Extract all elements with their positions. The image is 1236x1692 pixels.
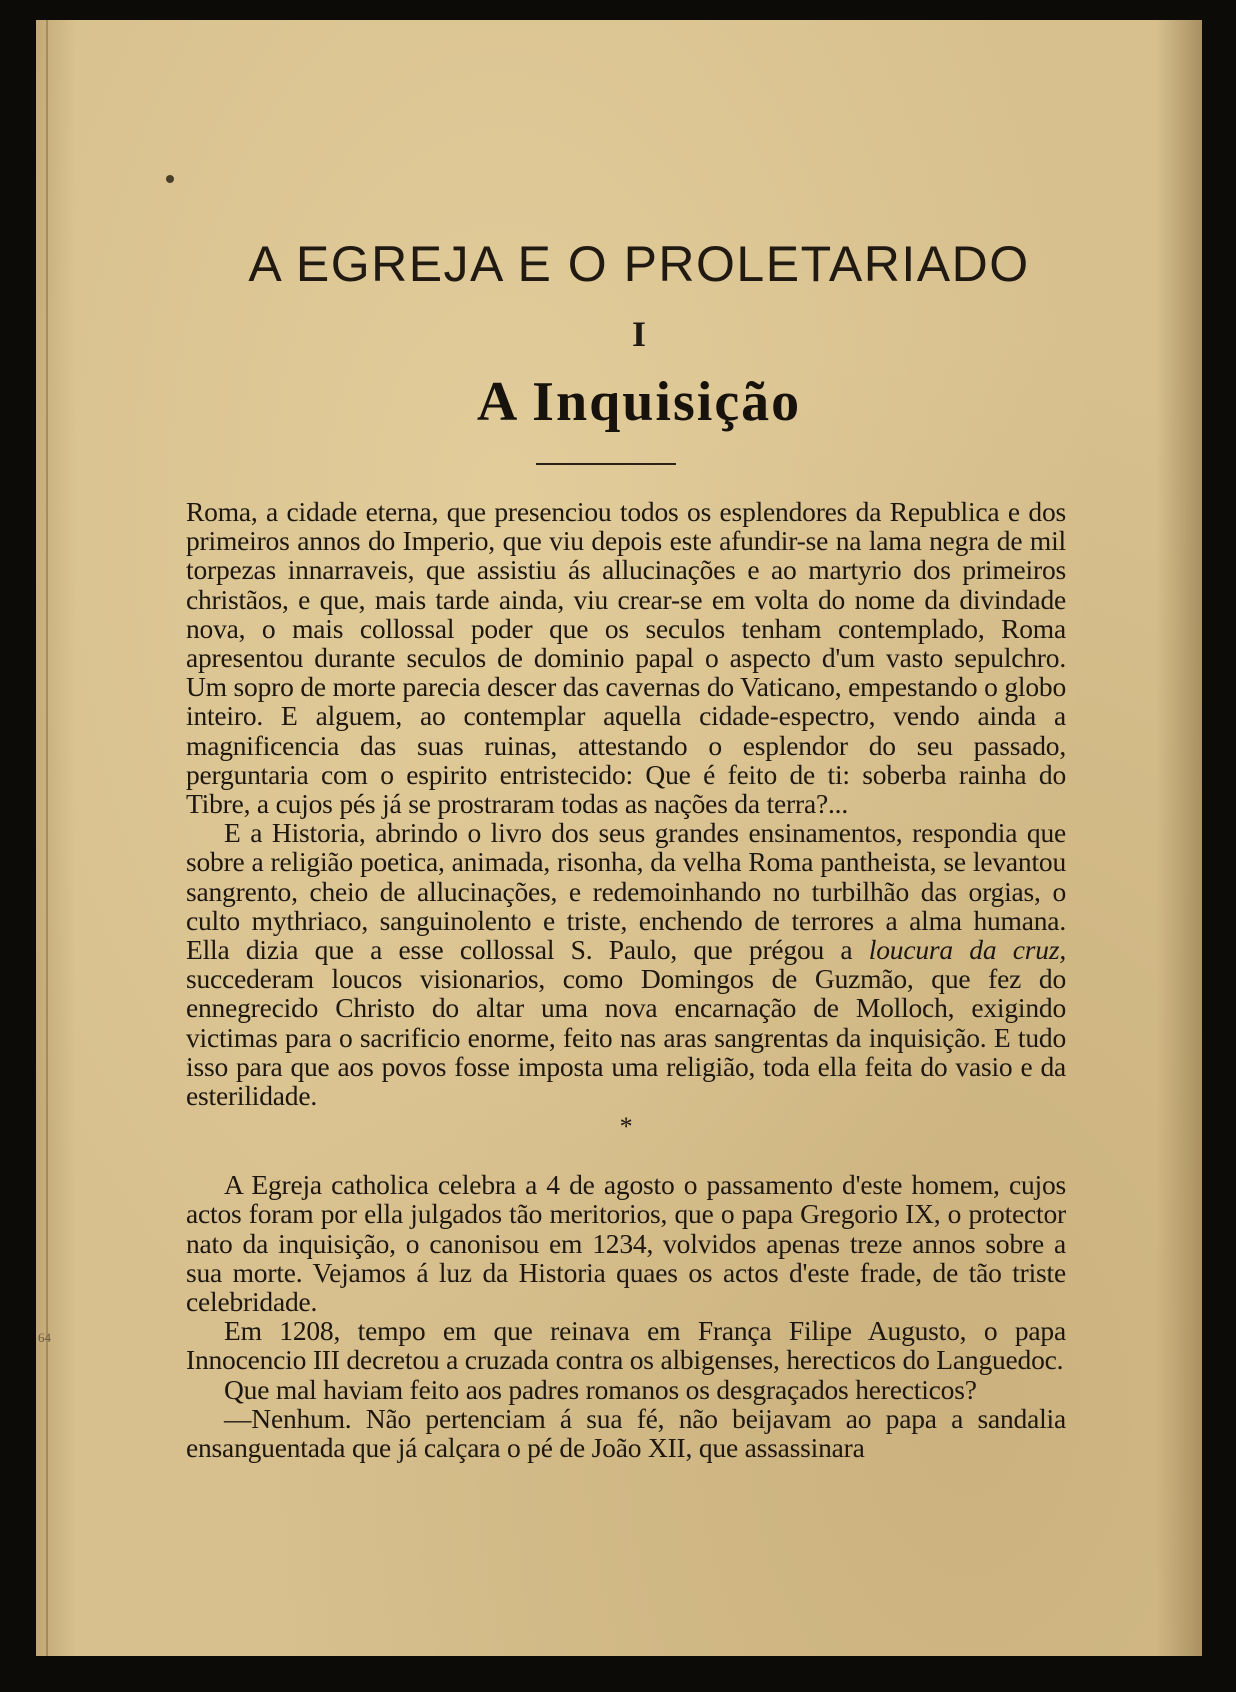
page-title: A EGREJA E O PROLETARIADO (248, 236, 1030, 292)
document-page (36, 20, 1202, 1656)
ink-dot (166, 175, 174, 183)
section-separator: * (619, 1112, 633, 1142)
section-number: I (631, 314, 646, 354)
paragraph (186, 818, 1066, 1110)
paragraph-text: succederam loucos visionarios, como Domingos de Guzmão, que fez do ennegrecido Christo do altar uma nova encarnação de Molloch, exigindo victimas para o sacrificio enorme, feito nas aras sangrentas da inquisição. E tudo isso para que aos povos fosse imposta uma religião, toda ella feita do vasio e da esterilidade. (186, 963, 1066, 1112)
paragraph: Em 1208, tempo em que reinava em França Filipe Augusto, o papa Innocencio III decretou a cruzada contra os albigenses, herecticos do Languedoc. (186, 1315, 1066, 1376)
spacer (186, 1142, 1066, 1170)
paragraph: Que mal haviam feito aos padres romanos os desgraçados herecticos? (224, 1373, 977, 1405)
body-text (186, 497, 1066, 1462)
section-title: A Inquisição (476, 371, 802, 433)
paragraph: —Nenhum. Não pertenciam á sua fé, não beijavam ao papa a sandalia ensanguentada que já calçara o pé de João XII, que assassinara (186, 1402, 1066, 1464)
margin-annotation: 64 (38, 1330, 51, 1345)
paragraph-text: E a Historia, abrindo o livro dos seus grandes ensinamentos, respondia que sobre a religião poetica, animada, risonha, da velha Roma pantheista, se levantou sangrento, cheio de allucinações, e redemoinhando no turbilhão das orgias, o culto mythriaco, sanguinolento e triste, enchendo de terrores a alma humana. Ella dizia que a esse collossal S. Paulo, que prégou a (186, 817, 1066, 966)
paragraph: A Egreja catholica celebra a 4 de agosto o passamento d'este homem, cujos actos foram por ella julgados tão meritorios, que o papa Gregorio IX, o protector nato da inquisição, o canonisou em 1234, volvidos apenas treze annos sobre a sua morte. Vejamos á luz da Historia quaes os actos d'este frade, de tão triste celebridade. (186, 1169, 1066, 1318)
title-rule (536, 463, 676, 465)
paragraph: Roma, a cidade eterna, que presenciou todos os esplendores da Republica e dos primeiros annos do Imperio, que viu depois este afundir-se na lama negra de mil torpezas innarraveis, que assistiu ás allucinações e ao martyrio dos primeiros christãos, e que, mais tarde ainda, viu crear-se em volta do nome da divindade nova, o mais collossal poder que os seculos tenham contemplado, Roma apresentou durante seculos de dominio papal o aspecto d'um vasto sepulchro. Um sopro de morte parecia descer das cavernas do Vaticano, empestando o globo inteiro. E alguem, ao contemplar aquella cidade-espectro, vendo ainda a magnificencia das suas ruinas, attestando o esplendor do seu passado, perguntaria com o espirito entristecido: Que é feito de ti: soberba rainha do Tibre, a cujos pés já se prostraram todas as nações da terra?... (186, 496, 1066, 820)
italic-phrase: loucura da cruz, (868, 934, 1066, 966)
